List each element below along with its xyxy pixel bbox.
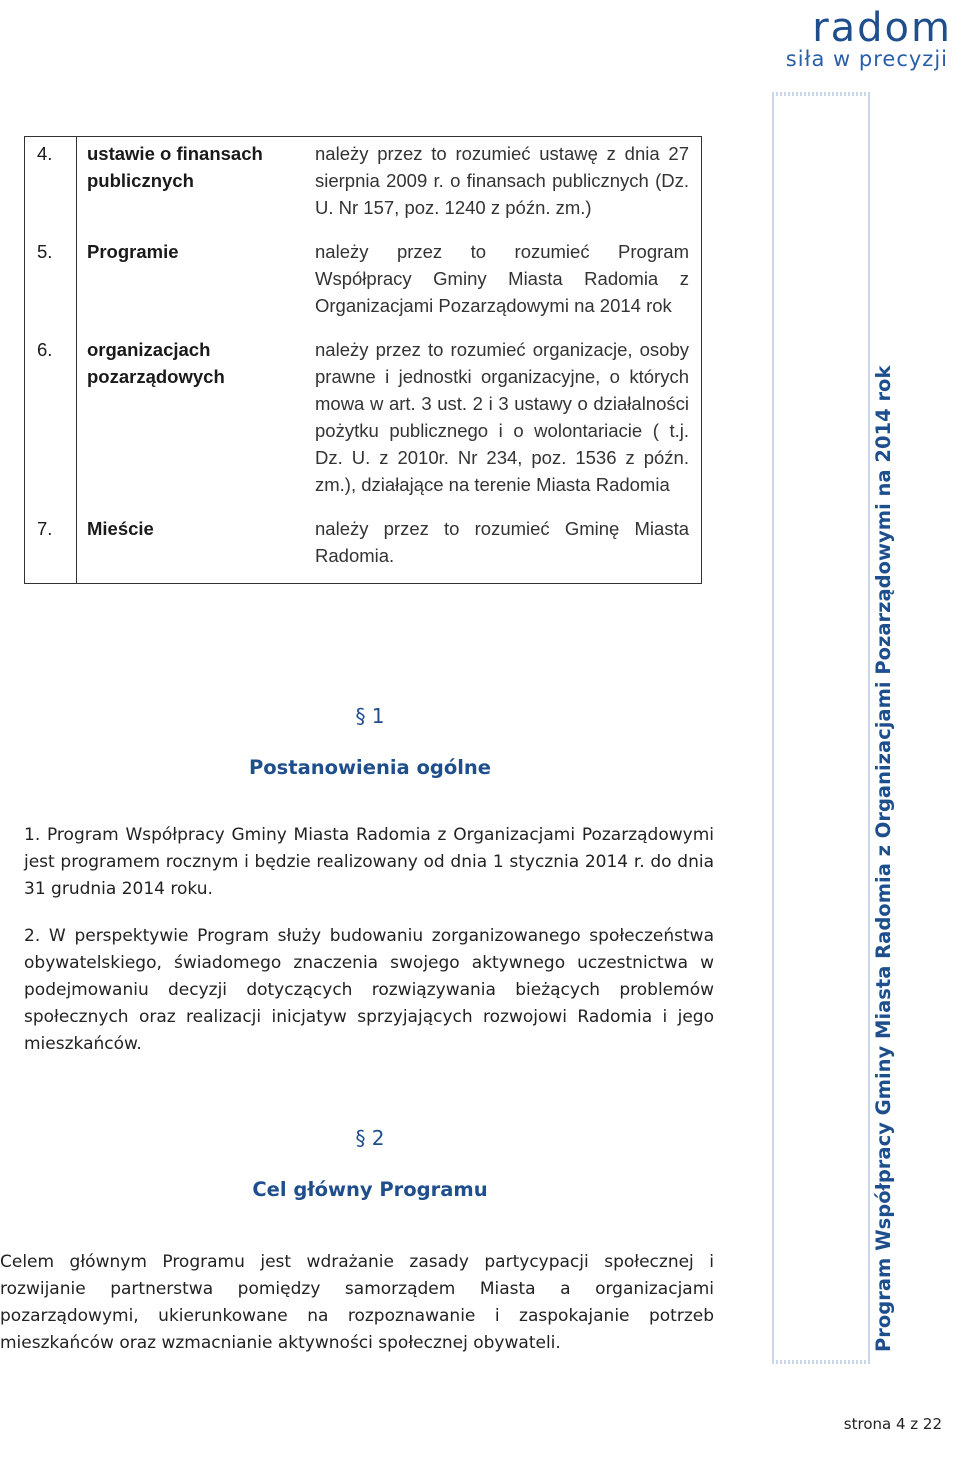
definition-term: ustawie o finansach publicznych [77,137,308,236]
definition-row [25,333,702,512]
section-1-title: Postanowienia ogólne [248,756,492,779]
definition-text: należy przez to rozumieć ustawę z dnia 27 sierpnia 2009 r. o finansach publicznych (Dz. U. Nr 157, poz. 1240 z późn. zm.) [307,137,702,236]
section-2-title: Cel główny Programu [252,1178,488,1201]
definition-number: 5. [25,235,77,333]
definition-text: należy przez to rozumieć Gminę Miasta Radomia. [307,512,702,584]
definition-text: należy przez to rozumieć organizacje, osoby prawne i jednostki organizacyjne, o których mowa w art. 3 ust. 2 i 3 ustawy o działalności pożytku publicznego i o wolontariacie ( t.j. Dz. U. z 2010r. Nr 234, poz. 1536 z późn. zm.), działające na terenie Miasta Radomia [307,333,702,512]
section-1-mark: § 1 [355,704,385,728]
definition-row [25,235,702,333]
definition-number: 7. [25,512,77,584]
definition-term: organizacjach pozarządowych [87,339,225,387]
definition-term: Mieście [77,512,308,584]
radom-logo [752,4,952,74]
sidebar-document-title: Program Współpracy Gminy Miasta Radomia z Organizacjami Pozarządowymi na 2014 rok [872,365,895,1352]
section-2-paragraph: Celem głównym Programu jest wdrażanie zasady partycypacji społecznej i rozwijanie partnerstwa pomiędzy samorządem Miasta a organizacjami pozarządowymi, ukierunkowane na rozpoznawanie i zaspokajanie potrzeb mieszkańców oraz wzmacnianie aktywności społecznej obywateli. [0,1252,714,1353]
page-number: strona 4 z 22 [843,1415,942,1433]
definition-row [25,512,702,584]
definition-number: 6. [25,333,77,512]
definitions-table [24,136,702,584]
definition-text: należy przez to rozumieć Program Współpracy Gminy Miasta Radomia z Organizacjami Pozarządowymi na 2014 rok [307,235,702,333]
definition-row [25,137,702,236]
section-1-paragraph-2: 2. W perspektywie Program służy budowaniu zorganizowanego społeczeństwa obywatelskiego, świadomego znaczenia swojego aktywnego uczestnictwa w podejmowaniu decyzji dotyczących rozwiązywania bieżących problemów społecznych oraz realizacji inicjatyw sprzyjających rozwojowi Radomia i jego mieszkańców. [24,926,714,1054]
logo-slogan: siła w precyzji [785,47,948,71]
section-1-paragraph-1: 1. Program Współpracy Gminy Miasta Radomia z Organizacjami Pozarządowymi jest programem rocznym i będzie realizowany od dnia 1 stycznia 2014 r. do dnia 31 grudnia 2014 roku. [24,825,714,899]
logo-wordmark: radom [812,5,952,51]
side-bar-inner [776,96,866,1360]
section-2-mark: § 2 [355,1126,385,1150]
definition-term: Programie [87,241,179,262]
definition-number: 4. [25,137,77,236]
